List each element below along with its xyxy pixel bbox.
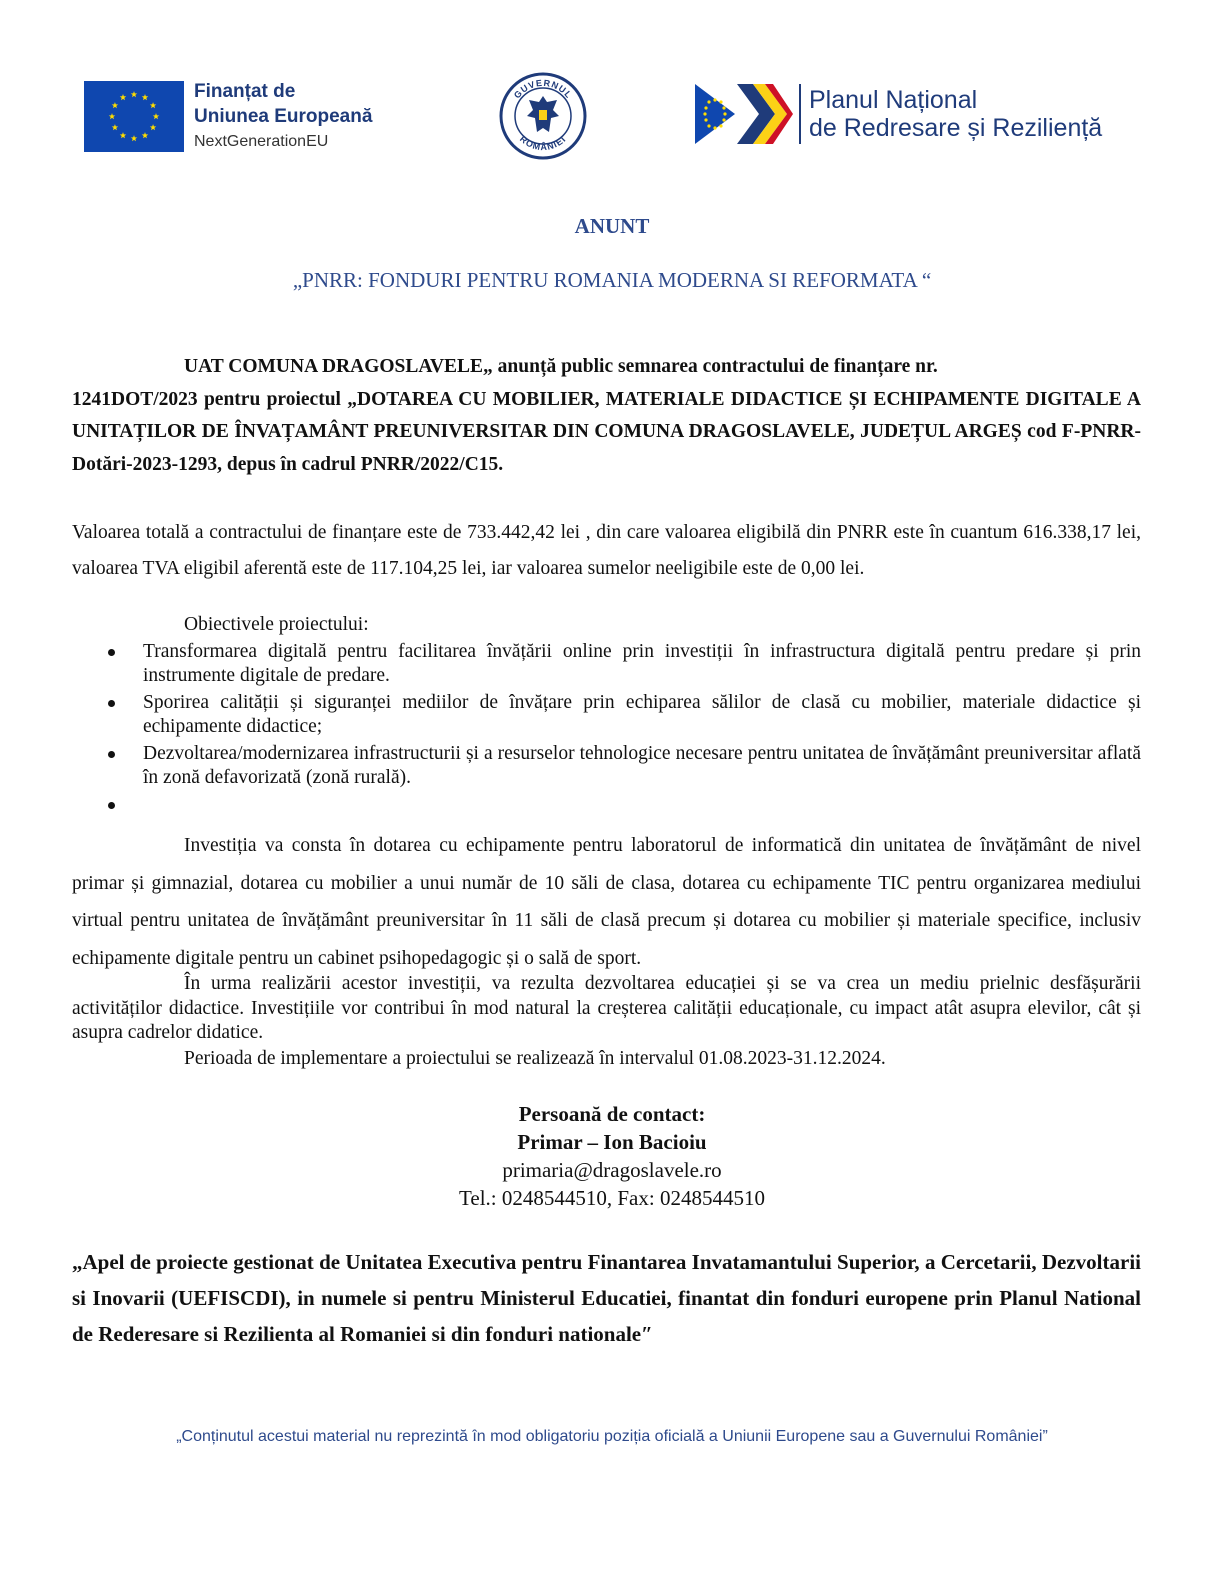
objective-text: Dezvoltarea/modernizarea infrastructurii și a resurselor tehnologice necesare pentru unitatea de învățământ preuniversitar aflată în zonă defavorizată (zonă rurală). — [143, 743, 1141, 788]
eu-funding-logo — [84, 79, 372, 154]
intro-line-1: UAT COMUNA DRAGOSLAVELE„ anunță public semnarea contractului de finanțare nr. — [184, 356, 938, 377]
period-paragraph: Perioada de implementare a proiectului se realizează în intervalul 01.08.2023-31.12.2024. — [184, 1048, 886, 1069]
objective-text — [143, 793, 1141, 817]
eu-star-icon — [142, 132, 148, 138]
pnrr-arrows-icon — [695, 84, 793, 144]
contact-heading: Persoană de contact: — [518, 1102, 706, 1126]
list-item — [72, 742, 1141, 790]
pnrr-divider — [799, 84, 801, 144]
eu-star-icon — [150, 124, 156, 130]
list-item — [72, 691, 1141, 739]
objective-text: Transformarea digitală pentru facilitarea învățării online prin investiții în infrastructura digitală pentru predare și prin instrumente digitale de predare. — [143, 641, 1141, 686]
contact-email[interactable]: primaria@dragoslavele.ro — [502, 1158, 722, 1182]
eu-star-icon — [112, 102, 118, 108]
list-item — [72, 640, 1141, 688]
eu-flag-icon — [84, 81, 184, 152]
eu-star-icon — [120, 132, 126, 138]
objectives-title: Obiectivele proiectului: — [184, 614, 369, 635]
eu-star-icon — [153, 113, 159, 119]
contact-block — [0, 1100, 1224, 1212]
value-paragraph: Valoarea totală a contractului de finanțare este de 733.442,42 lei , din care valoarea eligibilă din PNRR este în cuantum 616.338,17 lei, valoarea TVA eligibil aferentă este de 117.104,25 lei, iar valoarea sumelor neeligibile este de 0,00 lei. — [72, 522, 1141, 579]
objective-text: Sporirea calității și siguranței mediilor de învățare prin echiparea sălilor de clasă cu mobilier, materiale didactice și echipamente didactice; — [143, 692, 1141, 737]
bullet-icon — [72, 793, 143, 817]
result-paragraph: În urma realizării acestor investiții, va rezulta dezvoltarea educației și se va crea un mediu prielnic desfășurării activităților didactice. Investițiile vor contribui în mod natural la creșterea calității educaționale, cu impact atât asupra elevilor, cât și asupra cadrelor didatice. — [72, 973, 1141, 1043]
eu-line-3: NextGenerationEU — [194, 133, 329, 150]
eu-star-icon — [131, 135, 137, 141]
intro-rest: 1241DOT/2023 pentru proiectul „DOTAREA CU MOBILIER, MATERIALE DIDACTICE ȘI ECHIPAMENTE DIGITALE A UNITAȚILOR DE ÎNVAȚAMÂNT PREUNIVERSITAR DIN COMUNA DRAGOSLAVELE, JUDEȚUL ARGEȘ cod F-PNRR-Dotări-2023-1293, depus în cadrul PNRR/2022/C15. — [72, 388, 1141, 475]
seal-bottom-text: ROMÂNIEI — [517, 133, 569, 153]
contact-name: Primar – Ion Bacioiu — [517, 1130, 707, 1154]
objectives-list — [72, 640, 1141, 820]
eu-star-icon — [131, 91, 137, 97]
intro-paragraph — [72, 351, 1141, 481]
eu-star-icon — [112, 124, 118, 130]
seal-top-text: GUVERNUL — [511, 77, 575, 101]
eu-star-icon — [120, 94, 126, 100]
apel-paragraph: „Apel de proiecte gestionat de Unitatea Executiva pentru Finantarea Invatamantului Superior, a Cercetarii, Dezvoltarii si Inovarii (UEFISCDI), in numele si pentru Ministerul Educatiei, finantat din fonduri europene prin Planul National de Rederesare si Rezilienta al Romaniei si din fonduri nationale″ — [72, 1250, 1141, 1346]
page-subtitle: „PNRR: FONDURI PENTRU ROMANIA MODERNA SI REFORMATA “ — [292, 268, 932, 292]
pnrr-line-1: Planul Național — [809, 86, 978, 114]
eu-star-icon — [150, 102, 156, 108]
pnrr-line-2: de Redresare și Reziliență — [809, 114, 1103, 142]
eu-line-1: Finanțat de — [194, 81, 296, 102]
eu-line-2: Uniunea Europeană — [194, 106, 373, 127]
list-item — [72, 793, 1141, 817]
bullet-icon — [72, 742, 143, 790]
eu-star-icon — [109, 113, 115, 119]
bullet-icon — [72, 640, 143, 688]
government-seal-icon — [499, 72, 587, 160]
investment-paragraph: Investiția va consta în dotarea cu echipamente pentru laboratorul de informatică din unitatea de învățământ de nivel primar și gimnazial, dotarea cu mobilier a unui număr de 10 săli de clasa, dotarea cu echipamente TIC pentru organizarea mediului virtual pentru unitatea de învățământ preuniversitar în 11 săli de clasă precum și dotarea cu mobilier și materiale specifice, inclusiv echipamente digitale pentru un cabinet psihopedagogic și o sală de sport. — [72, 835, 1141, 969]
bullet-icon — [72, 691, 143, 739]
eu-star-icon — [142, 94, 148, 100]
eu-funding-text — [194, 79, 372, 154]
pnrr-text — [809, 86, 1102, 142]
contact-phone: Tel.: 0248544510, Fax: 0248544510 — [459, 1186, 765, 1210]
page-title: ANUNT — [574, 214, 650, 238]
pnrr-logo — [695, 84, 1102, 144]
disclaimer-footer: „Conținutul acestui material nu reprezintă în mod obligatoriu poziția oficială a Uniunii Europene sau a Guvernului României” — [176, 1428, 1048, 1445]
